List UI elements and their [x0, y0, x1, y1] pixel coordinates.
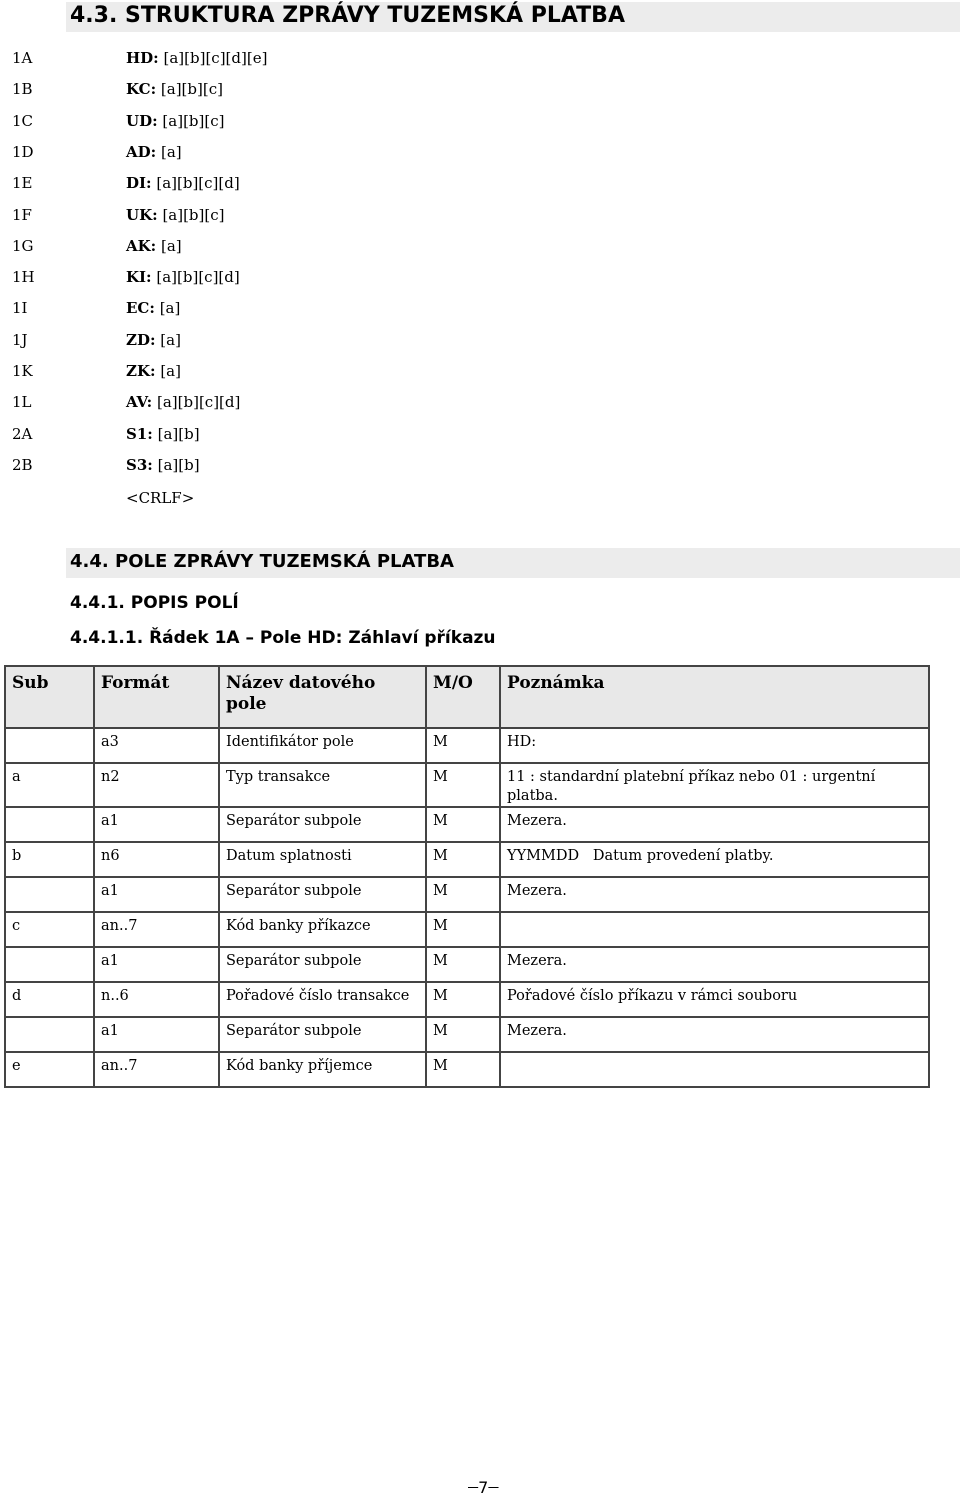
cell-mo: M: [426, 877, 500, 912]
record-id: 1G: [12, 237, 34, 255]
record-structure: [a][b][c][d][e]: [163, 49, 268, 67]
cell-note: Mezera.: [500, 807, 929, 842]
record-structure: [a][b]: [157, 456, 200, 474]
record-id: 1D: [12, 143, 34, 161]
cell-field-name: Separátor subpole: [219, 807, 426, 842]
record-structure: [a][b][c]: [162, 206, 225, 224]
record-code: UK:: [126, 206, 158, 224]
cell-field-name: Separátor subpole: [219, 1017, 426, 1052]
cell-mo: M: [426, 842, 500, 877]
record-format: [126, 425, 200, 443]
section-title: POPIS POLÍ: [130, 593, 239, 613]
column-header-field-name: Název datového pole: [219, 666, 426, 728]
record-id: 1C: [12, 112, 34, 130]
record-code: S1:: [126, 425, 153, 443]
record-id: 2B: [12, 456, 33, 474]
table-row: [5, 728, 929, 763]
cell-note: Mezera.: [500, 1017, 929, 1052]
cell-mo: M: [426, 728, 500, 763]
record-format: [126, 299, 180, 317]
table-row: [5, 982, 929, 1017]
cell-note: 11 : standardní platební příkaz nebo 01 : urgentní platba.: [500, 763, 929, 807]
cell-mo: M: [426, 982, 500, 1017]
section-title: Řádek 1A – Pole HD: Záhlaví příkazu: [149, 628, 496, 648]
cell-sub: [5, 947, 94, 982]
cell-field-name: Kód banky příjemce: [219, 1052, 426, 1087]
record-structure: [a][b]: [157, 425, 200, 443]
record-code: ZD:: [126, 331, 156, 349]
record-structure: [a][b][c]: [160, 80, 223, 98]
section-number: 4.4.1.: [70, 593, 125, 613]
record-id: 1B: [12, 80, 33, 98]
cell-field-name: Kód banky příkazce: [219, 912, 426, 947]
record-code: UD:: [126, 112, 158, 130]
record-format: [126, 174, 240, 192]
record-format: [126, 237, 182, 255]
record-id: 1J: [12, 331, 28, 349]
table-row: [5, 912, 929, 947]
record-format: [126, 143, 182, 161]
cell-mo: M: [426, 1017, 500, 1052]
column-header-mo: M/O: [426, 666, 500, 728]
record-id: 1F: [12, 206, 32, 224]
table-row: [5, 807, 929, 842]
crlf-marker: <CRLF>: [126, 489, 195, 507]
cell-field-name: Pořadové číslo transakce: [219, 982, 426, 1017]
cell-note: HD:: [500, 728, 929, 763]
cell-mo: M: [426, 912, 500, 947]
record-code: AD:: [126, 143, 157, 161]
record-structure: [a]: [160, 362, 181, 380]
column-header-format: Formát: [94, 666, 219, 728]
field-table: [4, 665, 930, 1088]
cell-sub: d: [5, 982, 94, 1017]
cell-note: Mezera.: [500, 877, 929, 912]
table-row: [5, 947, 929, 982]
record-code: ZK:: [126, 362, 156, 380]
cell-format: n2: [94, 763, 219, 807]
record-id: 1L: [12, 393, 32, 411]
record-code: KC:: [126, 80, 157, 98]
record-format: [126, 49, 267, 67]
cell-field-name: Separátor subpole: [219, 877, 426, 912]
cell-sub: [5, 728, 94, 763]
cell-format: n..6: [94, 982, 219, 1017]
cell-note: [500, 912, 929, 947]
cell-format: n6: [94, 842, 219, 877]
record-code: HD:: [126, 49, 159, 67]
column-header-sub: Sub: [5, 666, 94, 728]
table-row: [5, 1052, 929, 1087]
column-header-note: Poznámka: [500, 666, 929, 728]
cell-mo: M: [426, 763, 500, 807]
record-id: 1K: [12, 362, 33, 380]
record-format: [126, 456, 200, 474]
record-format: [126, 206, 225, 224]
record-format: [126, 331, 181, 349]
record-structure: [a]: [161, 237, 182, 255]
page-number: 7: [478, 1478, 489, 1497]
record-structure: [a]: [160, 331, 181, 349]
record-structure: [a][b][c]: [162, 112, 225, 130]
record-format: [126, 393, 240, 411]
cell-mo: M: [426, 1052, 500, 1087]
cell-note: [500, 1052, 929, 1087]
cell-sub: [5, 877, 94, 912]
cell-sub: c: [5, 912, 94, 947]
record-code: AK:: [126, 237, 157, 255]
table-row: [5, 842, 929, 877]
table-header-row: [5, 666, 929, 728]
section-number: 4.4.: [70, 551, 109, 572]
record-code: KI:: [126, 268, 152, 286]
table-row: [5, 763, 929, 807]
record-id: 1A: [12, 49, 33, 67]
section-heading-4-4-1-1: [70, 628, 496, 648]
record-code: AV:: [126, 393, 153, 411]
section-heading-4-4-1: [70, 593, 239, 613]
record-structure: [a]: [160, 143, 182, 161]
cell-sub: e: [5, 1052, 94, 1087]
record-structure: [a]: [159, 299, 181, 317]
section-number: 4.3.: [70, 3, 118, 28]
cell-format: a1: [94, 947, 219, 982]
cell-format: a3: [94, 728, 219, 763]
table-row: [5, 1017, 929, 1052]
record-id: 1I: [12, 299, 28, 317]
table-row: [5, 877, 929, 912]
cell-field-name: Typ transakce: [219, 763, 426, 807]
cell-format: a1: [94, 877, 219, 912]
record-id: 2A: [12, 425, 33, 443]
section-title: STRUKTURA ZPRÁVY TUZEMSKÁ PLATBA: [125, 3, 625, 28]
cell-sub: [5, 1017, 94, 1052]
cell-format: a1: [94, 807, 219, 842]
cell-format: an..7: [94, 912, 219, 947]
record-format: [126, 362, 181, 380]
record-format: [126, 268, 240, 286]
cell-mo: M: [426, 947, 500, 982]
cell-note: Mezera.: [500, 947, 929, 982]
record-structure: [a][b][c][d]: [156, 268, 240, 286]
record-format: [126, 80, 223, 98]
section-heading-4-4: [70, 551, 454, 572]
record-format: [126, 112, 224, 130]
record-code: DI:: [126, 174, 152, 192]
cell-field-name: Datum splatnosti: [219, 842, 426, 877]
section-number: 4.4.1.1.: [70, 628, 144, 648]
record-code: S3:: [126, 456, 153, 474]
cell-sub: a: [5, 763, 94, 807]
cell-field-name: Separátor subpole: [219, 947, 426, 982]
cell-field-name: Identifikátor pole: [219, 728, 426, 763]
cell-sub: b: [5, 842, 94, 877]
record-id: 1E: [12, 174, 33, 192]
record-structure: [a][b][c][d]: [156, 174, 240, 192]
cell-format: an..7: [94, 1052, 219, 1087]
cell-note: YYMMDD Datum provedení platby.: [500, 842, 929, 877]
section-title: POLE ZPRÁVY TUZEMSKÁ PLATBA: [115, 551, 454, 572]
record-structure: [a][b][c][d]: [157, 393, 241, 411]
cell-note: Pořadové číslo příkazu v rámci souboru: [500, 982, 929, 1017]
cell-sub: [5, 807, 94, 842]
cell-mo: M: [426, 807, 500, 842]
record-id: 1H: [12, 268, 35, 286]
cell-format: a1: [94, 1017, 219, 1052]
record-code: EC:: [126, 299, 155, 317]
section-heading-4-3: [70, 3, 625, 28]
